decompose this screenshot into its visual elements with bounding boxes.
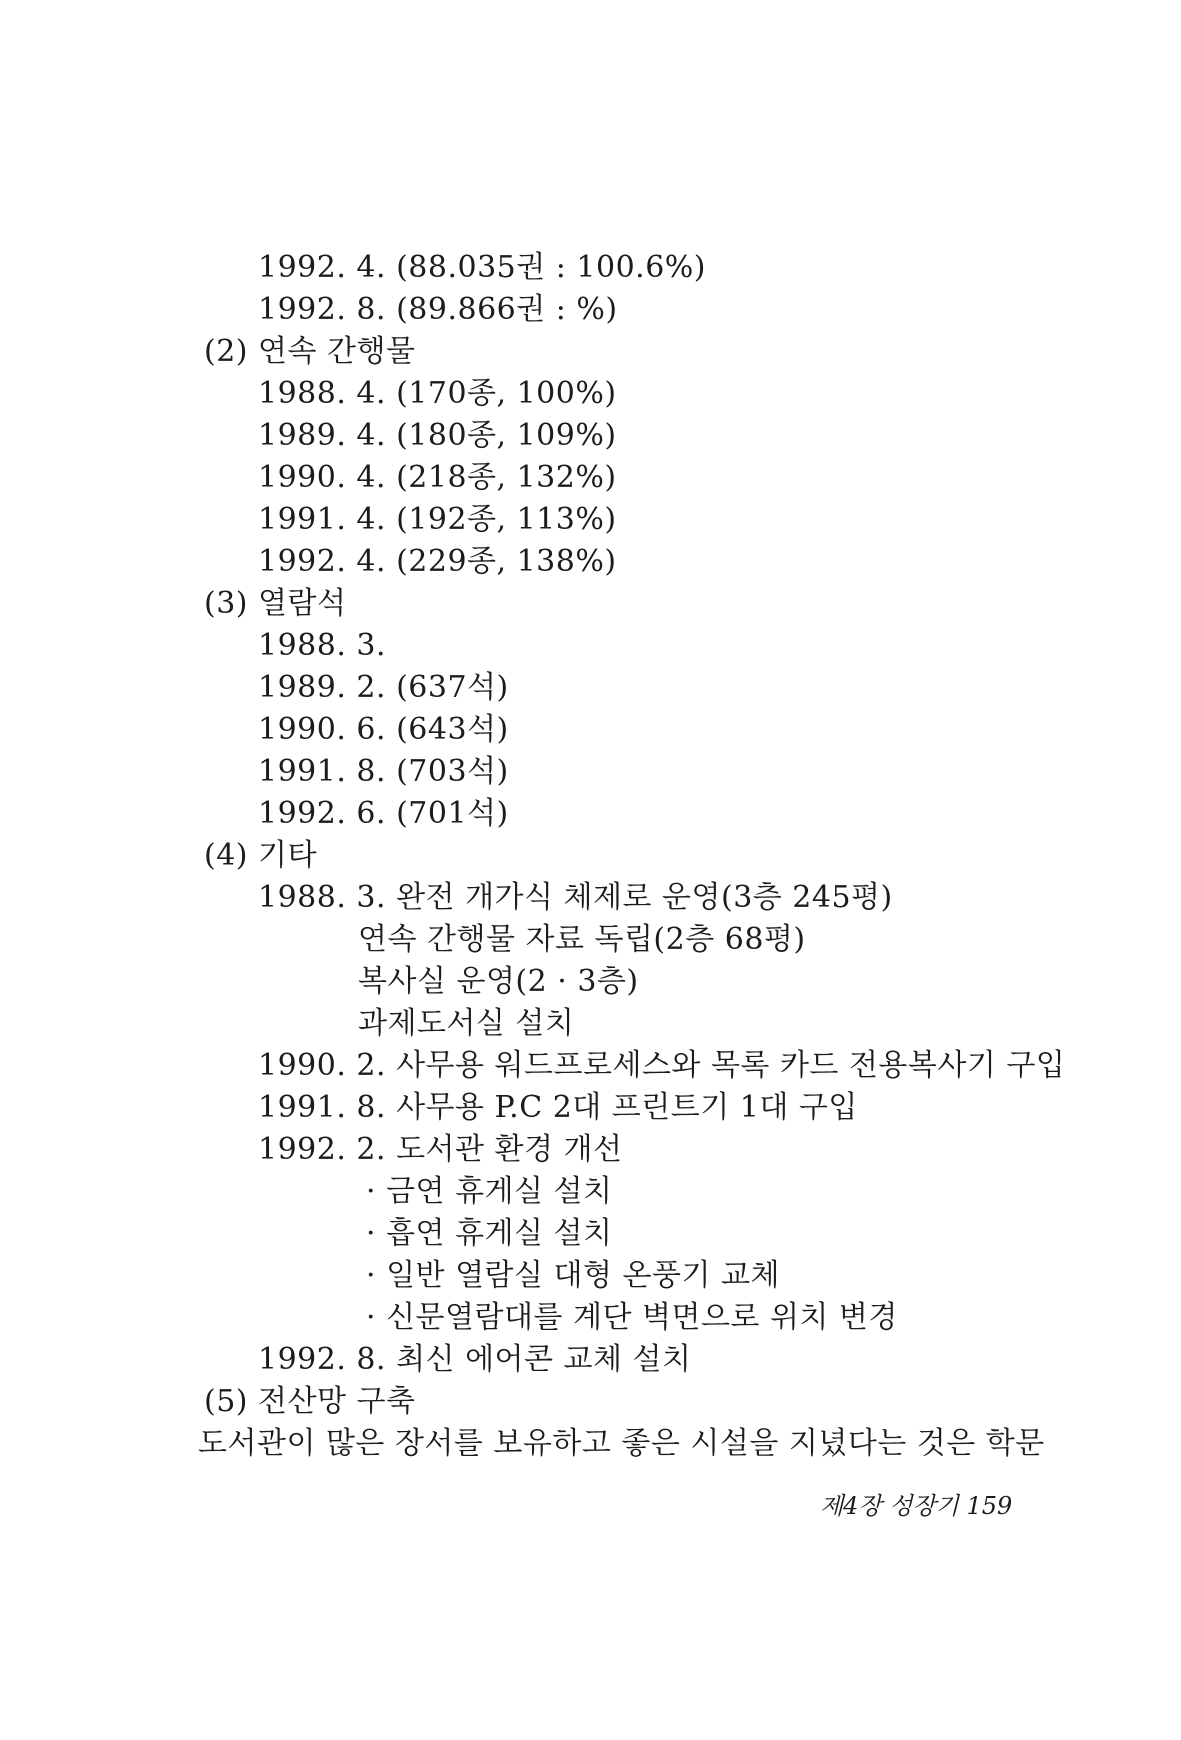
text-line: 1990. 6. (643석) [258, 712, 509, 747]
section-heading: (3) 열람석 [204, 586, 347, 621]
section-heading: (5) 전산망 구축 [204, 1384, 416, 1419]
bullet-item: · 금연 휴게실 설치 [366, 1174, 613, 1209]
text-line: 1990. 4. (218종, 132%) [258, 460, 617, 495]
text-line: 1988. 4. (170종, 100%) [258, 376, 617, 411]
bullet-item: · 흡연 휴게실 설치 [366, 1216, 613, 1251]
text-line: 1991. 4. (192종, 113%) [258, 502, 617, 537]
text-line: 과제도서실 설치 [358, 1006, 575, 1041]
text-line: 1992. 2. 도서관 환경 개선 [258, 1132, 623, 1167]
text-line: 1992. 4. (229종, 138%) [258, 544, 617, 579]
text-line: 연속 간행물 자료 독립(2층 68평) [358, 922, 806, 957]
section-heading: (4) 기타 [204, 838, 317, 873]
paragraph-line: 도서관이 많은 장서를 보유하고 좋은 시설을 지녔다는 것은 학문 [198, 1426, 1045, 1461]
text-line: 1992. 8. (89.866권 : %) [258, 292, 618, 327]
section-heading: (2) 연속 간행물 [204, 334, 416, 369]
text-line: 1991. 8. (703석) [258, 754, 509, 789]
text-line: 1992. 6. (701석) [258, 796, 509, 831]
text-line: 1988. 3. 완전 개가식 체제로 운영(3층 245평) [258, 880, 893, 915]
text-line: 복사실 운영(2 · 3층) [358, 964, 639, 999]
text-line: 1989. 2. (637석) [258, 670, 509, 705]
bullet-item: · 신문열람대를 계단 벽면으로 위치 변경 [366, 1300, 898, 1335]
text-line: 1991. 8. 사무용 P.C 2대 프린트기 1대 구입 [258, 1090, 858, 1125]
text-line: 1990. 2. 사무용 워드프로세스와 목록 카드 전용복사기 구입 [258, 1048, 1066, 1083]
text-line: 1988. 3. [258, 628, 387, 663]
bullet-item: · 일반 열람실 대형 온풍기 교체 [366, 1258, 780, 1293]
text-line: 1992. 4. (88.035권 : 100.6%) [258, 250, 707, 285]
page-footer: 제4장 성장기 159 [820, 1492, 1013, 1520]
text-line: 1992. 8. 최신 에어콘 교체 설치 [258, 1342, 692, 1377]
text-line: 1989. 4. (180종, 109%) [258, 418, 617, 453]
